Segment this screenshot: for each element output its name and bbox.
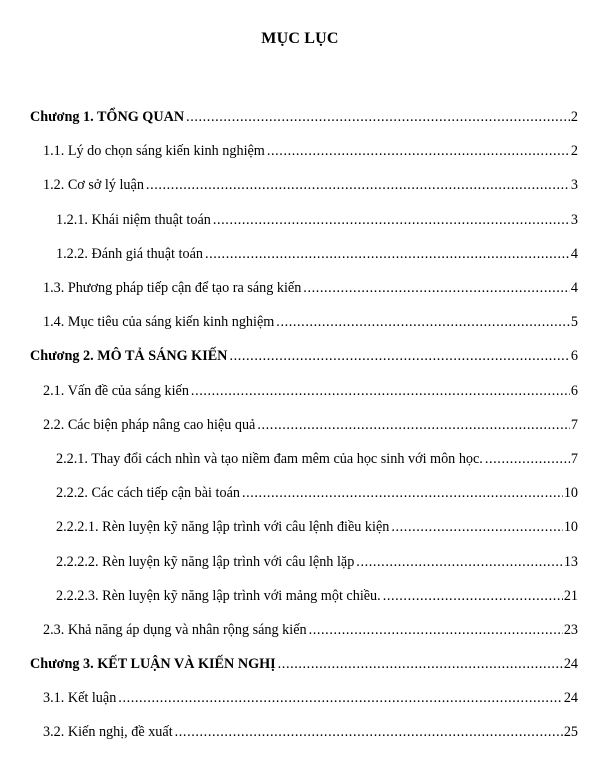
toc-entry-text: 1.1. Lý do chọn sáng kiến kinh nghiệm [43, 143, 265, 160]
toc-entry-2-3[interactable] [0, 613, 600, 647]
toc-entry-text: Chương 2. MÔ TẢ SÁNG KIẾN [30, 348, 228, 365]
toc-entry-3-1[interactable] [0, 681, 600, 715]
dot-leader [309, 620, 563, 640]
toc-page-number: 24 [563, 656, 578, 673]
dot-leader [485, 449, 570, 469]
toc-entry-text: 1.2.2. Đánh giá thuật toán [56, 245, 203, 262]
toc-entry-text: 1.4. Mục tiêu của sáng kiến kinh nghiệm [43, 314, 275, 331]
page-title: MỤC LỤC [261, 30, 339, 47]
dot-leader [229, 346, 569, 366]
toc-entry-text: 2.3. Khả năng áp dụng và nhân rộng sáng kiến [43, 621, 307, 638]
dot-leader [213, 210, 570, 230]
dot-leader [191, 381, 570, 401]
toc-page-number: 4 [570, 245, 578, 262]
toc-entry-2-2-2[interactable] [0, 476, 600, 510]
toc-entry-text: 2.2.2.3. Rèn luyện kỹ năng lập trình với mảng một chiều. [56, 587, 381, 604]
toc-entry-text: 3.1. Kết luận [43, 690, 117, 707]
toc-entry-1-2-2[interactable] [0, 237, 600, 271]
dot-leader [146, 175, 570, 195]
toc-entry-1-2[interactable] [0, 168, 600, 202]
dot-leader [303, 278, 570, 298]
toc-page-number: 23 [563, 621, 578, 638]
toc-entry-1-3[interactable] [0, 271, 600, 305]
dot-leader [391, 517, 562, 537]
toc-page-number: 7 [570, 416, 578, 433]
toc-entry-chapter-1[interactable] [0, 100, 600, 134]
toc-entry-2-2-2-3[interactable] [0, 579, 600, 613]
dot-leader [356, 552, 563, 572]
toc-page-number: 7 [570, 450, 578, 467]
table-of-contents [0, 100, 600, 750]
toc-page-number: 5 [570, 314, 578, 331]
toc-page-number: 6 [570, 382, 578, 399]
toc-entry-2-1[interactable] [0, 374, 600, 408]
toc-page-number: 2 [570, 109, 578, 126]
dot-leader [205, 244, 570, 264]
toc-page-number: 3 [570, 211, 578, 228]
dot-leader [257, 415, 570, 435]
toc-entry-2-2-1[interactable] [0, 442, 600, 476]
toc-page-number: 10 [563, 485, 578, 502]
toc-page-number: 10 [563, 519, 578, 536]
dot-leader [242, 483, 563, 503]
toc-entry-1-4[interactable] [0, 305, 600, 339]
dot-leader [267, 141, 570, 161]
toc-page-number: 25 [563, 724, 578, 741]
toc-page-number: 21 [563, 587, 578, 604]
toc-page-number: 2 [570, 143, 578, 160]
toc-entry-2-2-2-1[interactable] [0, 510, 600, 544]
toc-entry-text: 2.1. Vấn đề của sáng kiến [43, 382, 189, 399]
toc-page-number: 3 [570, 177, 578, 194]
dot-leader [278, 654, 563, 674]
toc-entry-chapter-3[interactable] [0, 647, 600, 681]
toc-entry-text: 1.2. Cơ sở lý luận [43, 177, 144, 194]
toc-entry-3-2[interactable] [0, 715, 600, 749]
toc-entry-text: Chương 3. KẾT LUẬN VÀ KIẾN NGHỊ [30, 656, 276, 673]
toc-entry-text: 1.3. Phương pháp tiếp cận để tạo ra sáng kiến [43, 280, 302, 297]
toc-entry-1-2-1[interactable] [0, 203, 600, 237]
toc-page-number: 13 [563, 553, 578, 570]
toc-entry-text: 2.2. Các biện pháp nâng cao hiệu quả [43, 416, 256, 433]
toc-entry-chapter-2[interactable] [0, 339, 600, 373]
toc-entry-text: Chương 1. TỔNG QUAN [30, 109, 185, 126]
dot-leader [276, 312, 570, 332]
dot-leader [175, 722, 563, 742]
toc-page-number: 6 [570, 348, 578, 365]
toc-entry-text: 2.2.2.2. Rèn luyện kỹ năng lập trình với câu lệnh lặp [56, 553, 355, 570]
toc-page-number: 4 [570, 280, 578, 297]
toc-entry-text: 3.2. Kiến nghị, đề xuất [43, 724, 173, 741]
toc-entry-text: 2.2.2. Các cách tiếp cận bài toán [56, 485, 240, 502]
toc-entry-text: 1.2.1. Khái niệm thuật toán [56, 211, 211, 228]
toc-entry-2-2-2-2[interactable] [0, 544, 600, 578]
toc-entry-text: 2.2.1. Thay đổi cách nhìn và tạo niềm đam mêm của học sinh với môn học. [56, 450, 483, 467]
toc-entry-2-2[interactable] [0, 408, 600, 442]
toc-entry-text: 2.2.2.1. Rèn luyện kỹ năng lập trình với câu lệnh điều kiện [56, 519, 390, 536]
dot-leader [186, 107, 570, 127]
dot-leader [118, 688, 563, 708]
toc-entry-1-1[interactable] [0, 134, 600, 168]
toc-page-number: 24 [563, 690, 578, 707]
dot-leader [383, 586, 563, 606]
